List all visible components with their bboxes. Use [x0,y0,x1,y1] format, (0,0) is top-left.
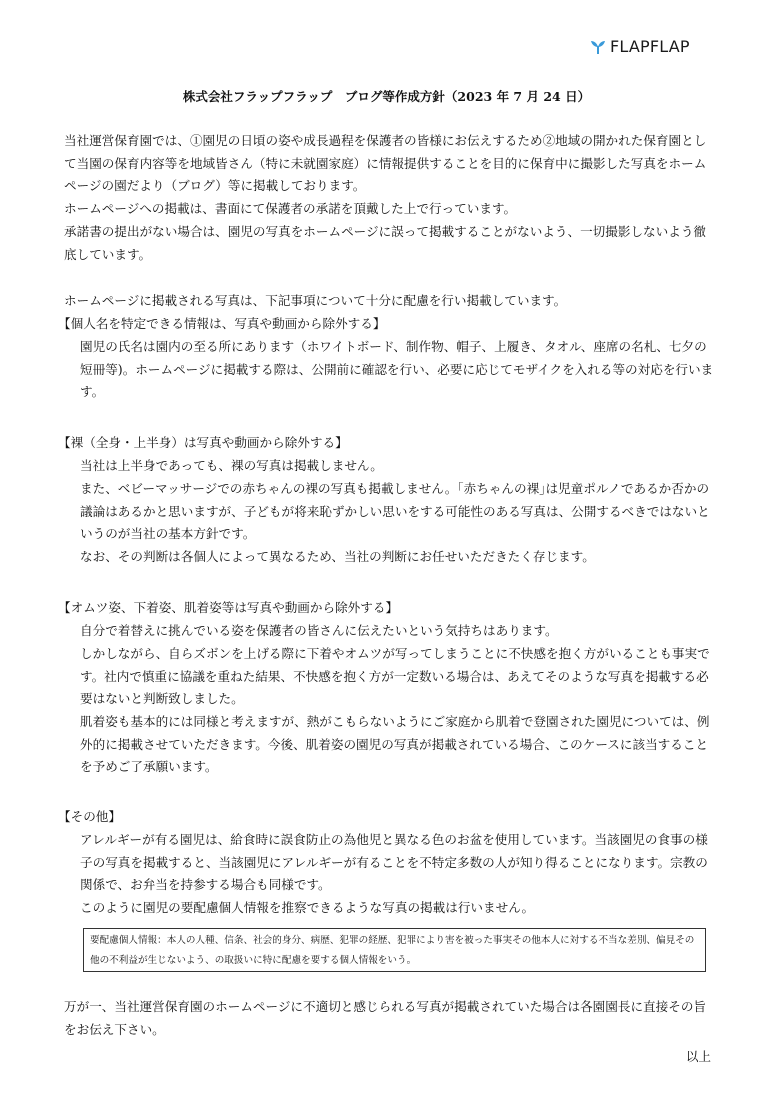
intro-paragraph-1: 当社運営保育園では、①園児の日頃の姿や成長過程を保護者の皆様にお伝えするため②地域の開かれた保育園として当園の保育内容等を地域皆さん（特に未就園家庭）に情報提供することを目的に保育中に撮影した写真をホームページの園だより（ブログ）等に掲載しております。 [64,133,707,193]
section-3-paragraph-2: しかしながら、自らズボンを上げる際に下着やオムツが写ってしまうことに不快感を抱く方がいることも事実です。社内で慎重に協議を重ねた結果、不快感を抱く方が一定数いる場合は、あえてそのような写真を掲載する必要はないと判断致しました。 [80,646,710,706]
logo-text: FLAPFLAP [610,37,690,56]
section-heading-other: 【その他】 [58,809,121,824]
section-heading-nudity: 【裸（全身・上半身）は写真や動画から除外する】 [58,435,348,450]
section-heading-personal-names: 【個人名を特定できる情報は、写真や動画から除外する】 [58,316,386,331]
section-1-paragraph-1: 園児の氏名は園内の至る所にあります（ホワイトボード、制作物、帽子、上履き、タオル、座席の名札、七夕の短冊等)。ホームページに掲載する際は、公開前に確認を行い、必要に応じてモザイクを入れる等の対応を行います。 [80,339,714,399]
sensitive-info-definition-box: 要配慮個人情報：本人の人種、信条、社会的身分、病歴、犯罪の経歴、犯罪により害を被った事実その他本人に対する不当な差別、偏見その他の不利益が生じないよう、の取扱いに特に配慮を要する個人情報をいう。 [83,928,706,972]
section-2-paragraph-3: なお、その判断は各個人によって異なるため、当社の判断にお任せいただきたく存じます。 [80,549,595,564]
section-4-paragraph-1: アレルギーが有る園児は、給食時に誤食防止の為他児と異なる色のお盆を使用しています。当該園児の食事の様子の写真を掲載すると、当該園児にアレルギーが有ることを不特定多数の人が知り得ることになります。宗教の関係で、お弁当を持参する場合も同様です。 [80,832,708,892]
leaf-sprout-icon [590,39,606,55]
section-3-paragraph-1: 自分で着替えに挑んでいる姿を保護者の皆さんに伝えたいという気持ちはあります。 [80,623,558,638]
page-title: 株式会社フラップフラップ ブログ等作成方針（2023 年 7 月 24 日） [182,89,591,104]
intro-paragraph-3: 承諾書の提出がない場合は、園児の写真をホームページに誤って掲載することがないよう、一切撮影しないよう徹底しています。 [64,224,707,262]
lead-paragraph: ホームページに掲載される写真は、下記事項について十分に配慮を行い掲載しています。 [64,293,567,308]
section-3-paragraph-3: 肌着姿も基本的には同様と考えますが、熱がこもらないようにご家庭から肌着で登園された園児については、例外的に掲載させていただきます。今後、肌着姿の園児の写真が掲載されている場合、このケースに該当することを予めご了承願います。 [80,714,710,774]
section-heading-underwear: 【オムツ姿、下着姿、肌着姿等は写真や動画から除外する】 [58,600,399,615]
closing-mark: 以上 [685,1049,711,1064]
section-2-paragraph-2: また、ベビーマッサージでの赤ちゃんの裸の写真も掲載しません。｢赤ちゃんの裸｣は児童ポルノであるか否かの議論はあるかと思いますが、子どもが将来恥ずかしい思いをする可能性のある写真は、公開するべきではないというのが当社の基本方針です。 [80,481,710,541]
company-logo [590,37,690,56]
section-2-paragraph-1: 当社は上半身であっても、裸の写真は掲載しません。 [80,458,383,473]
section-4-paragraph-2: このように園児の要配慮個人情報を推察できるような写真の掲載は行いません。 [80,900,535,915]
intro-paragraph-2: ホームページへの掲載は、書面にて保護者の承諾を頂戴した上で行っています。 [64,201,517,216]
closing-paragraph: 万が一、当社運営保育園のホームページに不適切と感じられる写真が掲載されていた場合は各園園長に直接その旨をお伝え下さい。 [64,999,707,1037]
